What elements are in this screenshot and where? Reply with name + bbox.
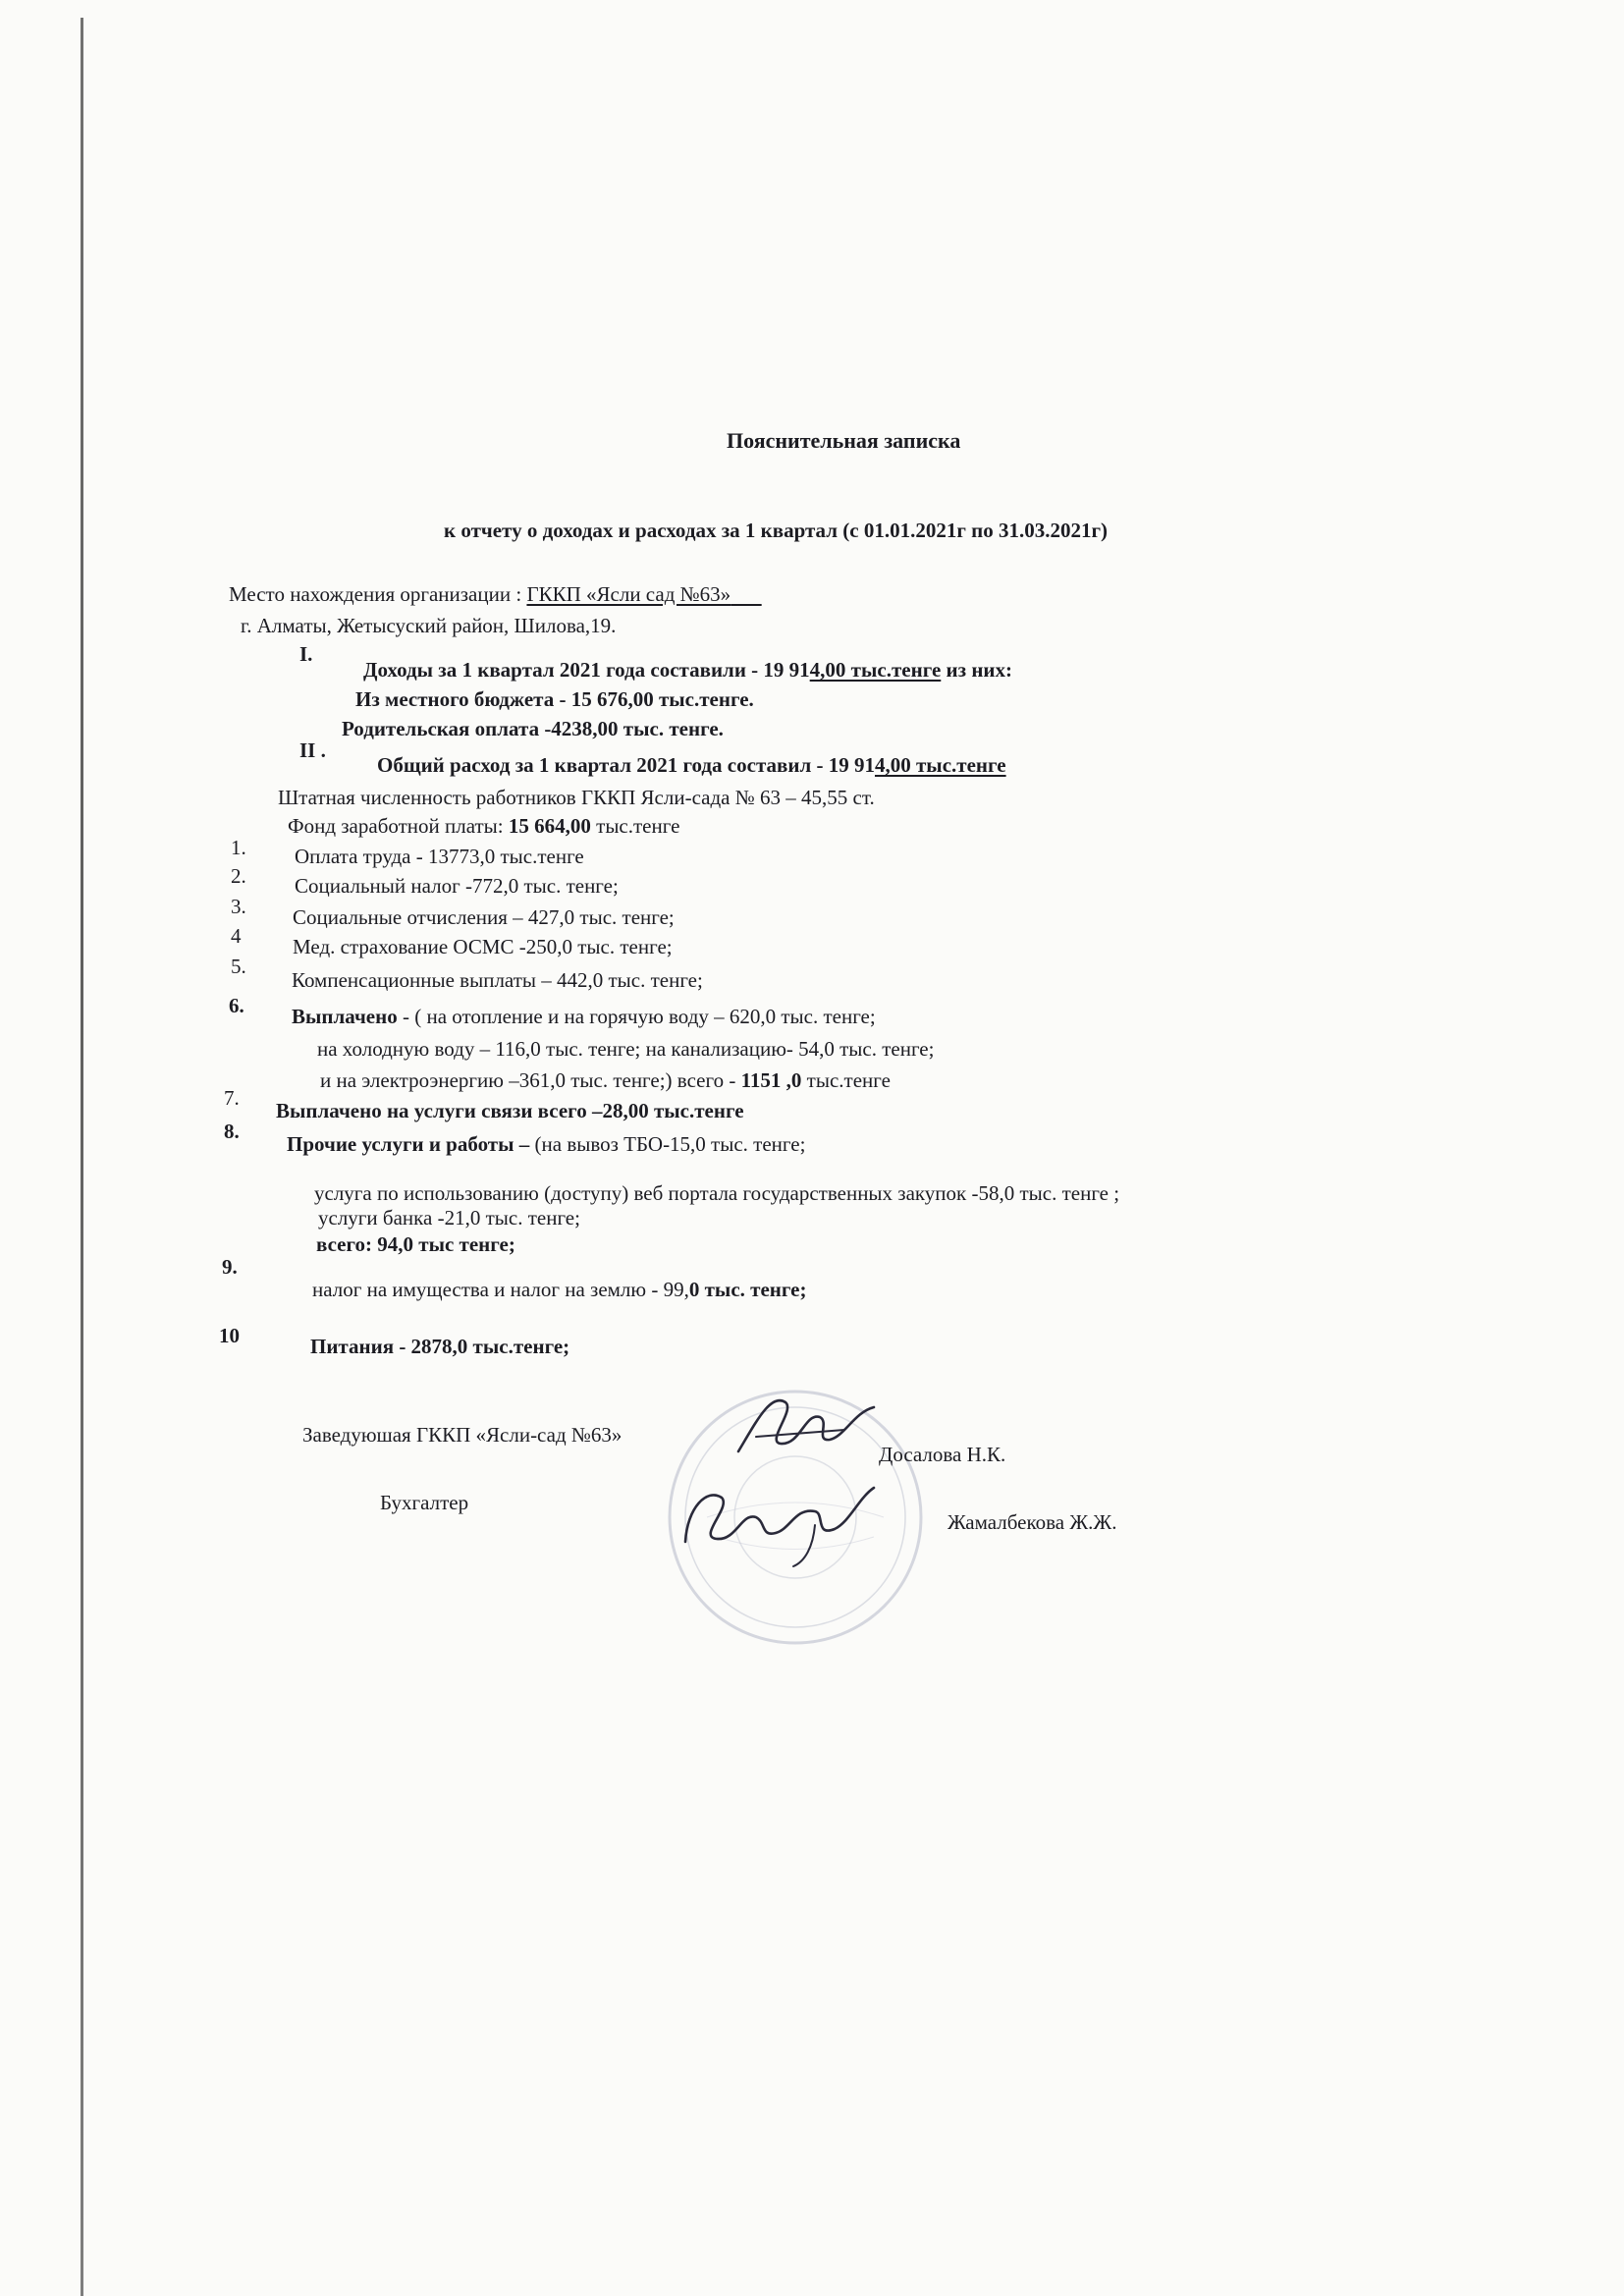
expense-text: Общий расход за 1 квартал 2021 года составил - 19 91 xyxy=(377,753,875,777)
item10-number: 10 xyxy=(219,1324,240,1347)
payroll-line xyxy=(288,814,679,838)
handwritten-signature-icon xyxy=(727,1383,893,1471)
item6-number: 6. xyxy=(229,994,244,1017)
item8-total: всего: 94,0 тыс тенге; xyxy=(316,1232,515,1256)
expense-amount: 4,00 тыс.тенге xyxy=(874,753,1006,777)
income-amount: 4,00 тыс.тенге xyxy=(809,658,942,682)
item9-number: 9. xyxy=(222,1255,238,1279)
item6-label: Выплачено xyxy=(292,1005,398,1028)
payroll-value: 15 664,00 xyxy=(508,814,591,838)
item9-text-a: налог на имущества и налог на землю - 99, xyxy=(312,1278,689,1301)
item8-number: 8. xyxy=(224,1120,240,1143)
income-text: Доходы за 1 квартал 2021 года составили - 19 91 xyxy=(363,658,810,682)
head-signature-label: Заведуюшая ГККП «Ясли-сад №63» xyxy=(302,1423,623,1447)
item-number: 5. xyxy=(231,955,246,978)
income-parent-payment: Родительская оплата -4238,00 тыс. тенге. xyxy=(342,717,724,740)
income-local-budget: Из местного бюджета - 15 676,00 тыс.тенге. xyxy=(355,687,754,711)
item6-total-value: 1151 ,0 xyxy=(740,1068,802,1092)
item9-text xyxy=(312,1278,806,1301)
item-text: Мед. страхование ОСМС -250,0 тыс. тенге; xyxy=(293,935,673,958)
item7-number: 7. xyxy=(224,1086,240,1110)
location-line xyxy=(229,582,762,606)
item9-text-b: 0 тыс. тенге; xyxy=(688,1278,807,1301)
item-number: 3. xyxy=(231,895,246,918)
item8-label: Прочие услуги и работы – xyxy=(287,1132,535,1156)
scan-edge-line xyxy=(81,18,83,2296)
item-text: Оплата труда - 13773,0 тыс.тенге xyxy=(295,845,584,868)
handwritten-signature-icon xyxy=(668,1468,884,1576)
item10-text: Питания - 2878,0 тыс.тенге; xyxy=(310,1335,570,1358)
head-signature-name: Досалова Н.К. xyxy=(879,1443,1006,1466)
payroll-label: Фонд заработной платы: xyxy=(288,814,509,838)
item-text: Социальный налог -772,0 тыс. тенге; xyxy=(295,874,619,898)
item8-line1 xyxy=(287,1132,805,1156)
accountant-signature-name: Жамалбекова Ж.Ж. xyxy=(947,1510,1117,1534)
document-subtitle: к отчету о доходах и расходах за 1 квартал (с 01.01.2021г по 31.03.2021г) xyxy=(444,519,1108,542)
item-text: Компенсационные выплаты – 442,0 тыс. тенге; xyxy=(292,968,703,992)
section-expense-number: II . xyxy=(299,738,326,762)
location-label: Место нахождения организации : xyxy=(229,582,522,606)
item-number: 4 xyxy=(231,924,242,948)
item7-text: Выплачено на услуги связи всего –28,00 тыс.тенге xyxy=(276,1099,744,1122)
item8-line1-text: (на вывоз ТБО-15,0 тыс. тенге; xyxy=(534,1132,806,1156)
staff-count: Штатная численность работников ГККП Ясли-сада № 63 – 45,55 ст. xyxy=(278,786,875,809)
organization-name: ГККП «Ясли сад №63» xyxy=(526,582,731,606)
item8-line2: услуга по использованию (доступу) веб портала государственных закупок -58,0 тыс. тенге ; xyxy=(314,1181,1120,1205)
item6-line2: на холодную воду – 116,0 тыс. тенге; на канализацию- 54,0 тыс. тенге; xyxy=(317,1037,935,1061)
item-number: 1. xyxy=(231,836,246,859)
item6-line1 xyxy=(292,1005,876,1028)
section-expense-line xyxy=(377,753,1006,777)
item8-line3: услуги банка -21,0 тыс. тенге; xyxy=(318,1206,580,1230)
document-title: Пояснительная записка xyxy=(727,428,961,453)
item6-line3 xyxy=(320,1068,891,1092)
address: г. Алматы, Жетысуский район, Шилова,19. xyxy=(241,614,617,637)
income-suffix: из них: xyxy=(941,658,1013,682)
payroll-unit: тыс.тенге xyxy=(590,814,680,838)
item-text: Социальные отчисления – 427,0 тыс. тенге; xyxy=(293,905,675,929)
section-income-number: I. xyxy=(299,642,313,666)
item6-total-unit: тыс.тенге xyxy=(801,1068,891,1092)
item6-line1-text: - ( на отопление и на горячую воду – 620,0 тыс. тенге; xyxy=(397,1005,876,1028)
section-income-line xyxy=(363,658,1012,682)
item-number: 2. xyxy=(231,864,246,888)
item6-line3a: и на электроэнергию –361,0 тыс. тенге;) всего - xyxy=(320,1068,741,1092)
accountant-signature-label: Бухгалтер xyxy=(380,1491,469,1514)
